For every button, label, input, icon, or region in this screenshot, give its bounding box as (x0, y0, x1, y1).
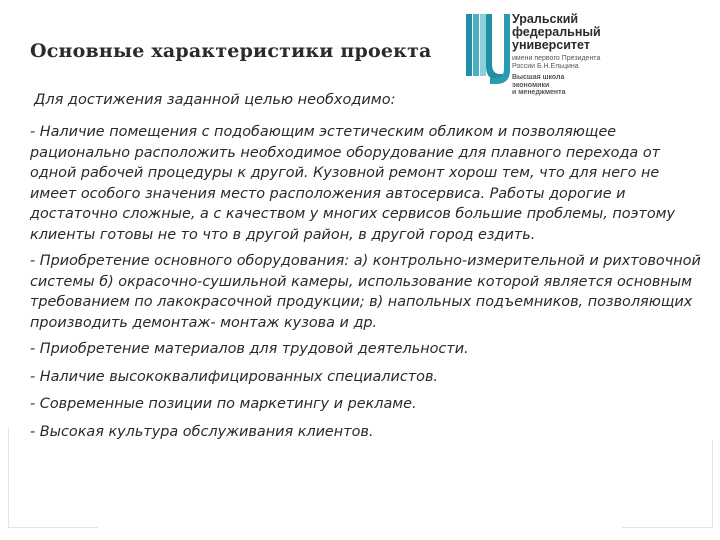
logo-name-line-3: университет (512, 38, 590, 52)
logo-sub-line-2: России Б.Н.Ельцина (512, 63, 579, 70)
slide-title: Основные характеристики проекта (30, 40, 432, 62)
paragraph-equipment: - Приобретение основного оборудования: а) контрольно-измерительной и рихтовочной системы б) окрасочно-сушильной камеры, использование которой является основным требованием по лакокрасочной продукции; в) напольных подъемников, позволяющих производить демонтаж- монтаж кузова и др. (30, 253, 701, 331)
logo-text (512, 13, 601, 97)
slide-body (30, 122, 702, 449)
logo-school-line-1: Высшая школа (512, 74, 565, 81)
paragraph-premises: - Наличие помещения с подобающим эстетическим обликом и позволяющее рационально расположить необходимое оборудование для плавного перехода от одной рабочей процедуры к другой. Кузовной ремонт хорош тем, что для него не имеет особого значения место расположения автосервиса. Работы дорогие и достаточно сложные, а с качеством у многих сервисов большие проблемы, поэтому клиенты готовы не то что в другой район, в другой город ездить. (30, 124, 676, 243)
paragraph-service-culture: - Высокая культура обслуживания клиентов. (30, 423, 374, 440)
logo-school-line-2: экономики (512, 81, 550, 89)
frame-bottom-line (8, 527, 98, 528)
logo-school-line-3: и менеджмента (512, 89, 566, 96)
paragraph-materials: - Приобретение материалов для трудовой деятельности. (30, 341, 469, 357)
paragraph-marketing: - Современные позиции по маркетингу и рекламе. (30, 396, 417, 412)
frame-left-line (8, 428, 9, 528)
intro-text: Для достижения заданной целью необходимо: (34, 92, 396, 108)
paragraph-specialists: - Наличие высококвалифицированных специалистов. (30, 368, 438, 385)
frame-bottom-right-line (622, 527, 712, 528)
logo-sub-line-1: имени первого Президента (512, 55, 601, 62)
logo-name-line-1: Уральский (512, 12, 579, 26)
logo-name-line-2: федеральный (512, 25, 601, 39)
frame-right-line (712, 440, 713, 528)
